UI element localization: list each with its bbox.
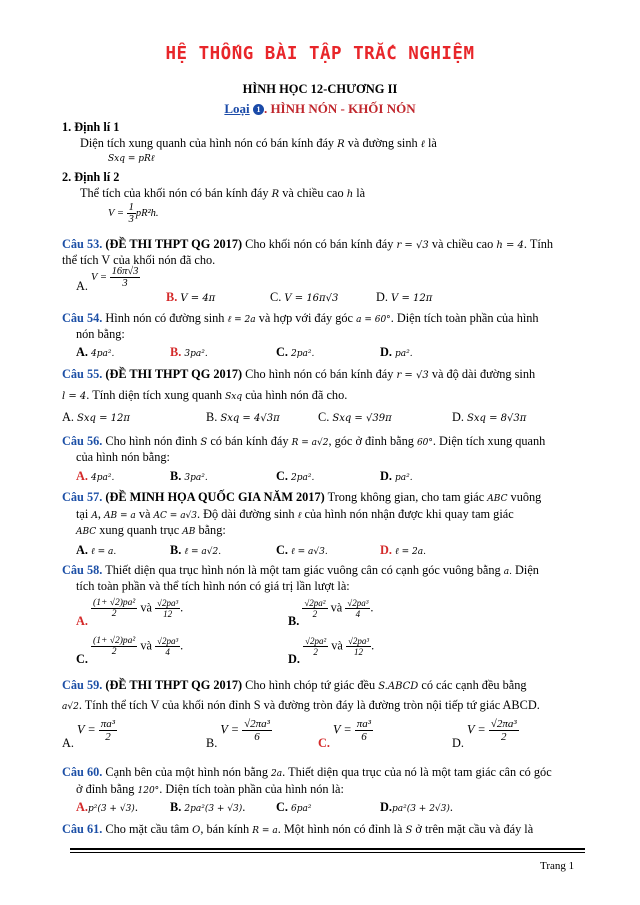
numerator: √2πa³ xyxy=(244,718,270,730)
text: . Tính thể tích V của khối nón đỉnh S và đường tròn đáy là đường tròn nội tiếp tứ giác ABCD. xyxy=(78,698,540,712)
q55-option-d xyxy=(452,410,526,425)
question-number: Câu 53. xyxy=(62,237,103,251)
question-number: Câu 60. xyxy=(62,765,103,779)
fraction xyxy=(355,718,373,743)
fraction xyxy=(242,718,272,743)
math: 2a xyxy=(271,769,283,779)
math: O xyxy=(192,825,201,836)
question-58-line2: tích toàn phần và thể tích hình nón có giá trị lần lượt là: xyxy=(76,579,350,593)
option-letter: B. xyxy=(170,543,182,557)
denominator: 6 xyxy=(254,731,260,743)
option-letter: D. xyxy=(380,543,392,557)
option-letter: A. xyxy=(76,278,88,293)
numerator: √2pa² xyxy=(305,636,327,646)
text: . Thiết diện qua trục của nó là một tam giác cân có góc xyxy=(282,765,552,779)
question-56 xyxy=(62,434,545,449)
denominator: 3 xyxy=(128,214,134,225)
fraction xyxy=(91,598,137,619)
q53-option-d xyxy=(376,290,432,305)
text: Thiết diện qua trục hình nón là một tam giác vuông cân có cạnh góc vuông bằng xyxy=(105,563,501,577)
q59-option-b xyxy=(206,718,272,751)
text: . Tính diện tích xung quanh xyxy=(86,388,223,402)
text: có bán kính đáy xyxy=(210,434,289,448)
text: Cho hình chóp tứ giác đều xyxy=(245,678,376,692)
option-letter: B. xyxy=(206,736,218,751)
fraction xyxy=(91,636,137,657)
fraction xyxy=(155,636,180,657)
question-source: (ĐỀ THI THPT QG 2017) xyxy=(105,237,243,251)
question-number: Câu 58. xyxy=(62,563,103,577)
numerator: (1+ √2)pa² xyxy=(93,636,136,646)
question-number: Câu 57. xyxy=(62,490,103,504)
option-letter: C. xyxy=(76,652,88,667)
math: ABC xyxy=(76,527,97,537)
option-value: 3pa². xyxy=(184,473,208,483)
q58-option-a: A. $\frac{\text{(1+ √2)pa²}}{2}$ và $\frac{\text{√2pa³}}{12}$ . xyxy=(76,598,184,629)
q53-option-b xyxy=(166,290,215,305)
option-value: 2pa²(3 + √3) xyxy=(184,804,243,814)
text: . Diện tích xung quanh xyxy=(432,434,546,448)
option-letter: A. xyxy=(76,543,88,557)
fraction xyxy=(303,636,328,657)
question-59-line2 xyxy=(62,698,540,713)
math: S.ABCD xyxy=(378,681,419,692)
math: r = √3 xyxy=(396,370,429,381)
numerator: πa³ xyxy=(356,718,372,730)
question-number: Câu 56. xyxy=(62,434,103,448)
option-letter: A. xyxy=(62,410,74,424)
math: Sxq xyxy=(225,392,243,402)
q60-option-b: B. 2pa²(3 + √3). xyxy=(170,800,246,814)
option-letter: B. xyxy=(170,345,182,359)
option-letter: D. xyxy=(376,290,388,304)
math: AC = a√3 xyxy=(153,511,198,521)
option-letter: B. xyxy=(170,800,182,814)
question-55 xyxy=(62,367,535,382)
math: S xyxy=(200,437,208,448)
question-57-line2: tại A, AB = a và AC = a√3. Độ dài đường sinh ℓ của hình nón nhận được khi quay tam giác xyxy=(76,507,514,521)
text: của hình nón nhận được khi quay tam giác xyxy=(304,507,514,521)
numerator: √2πa³ xyxy=(490,718,517,730)
option-value: p²(3 + √3) xyxy=(87,804,135,814)
math: l = 4 xyxy=(62,391,87,402)
option-letter: D. xyxy=(452,736,464,751)
option-value: Sxq = 8√3π xyxy=(467,413,527,424)
option-value: pa². xyxy=(395,349,413,359)
q54-option-d xyxy=(380,345,413,360)
numerator: √2pa³ xyxy=(347,598,369,608)
option-letter: C. xyxy=(318,736,330,751)
math: h = 4 xyxy=(496,240,524,251)
section-label: Loại xyxy=(224,101,250,116)
math: V = xyxy=(108,207,124,219)
q55-option-b xyxy=(206,410,280,425)
option-letter: C. xyxy=(276,469,288,483)
page-number: Trang 1 xyxy=(540,860,575,872)
option-letter: B. xyxy=(288,614,300,629)
math: S xyxy=(405,825,413,836)
text: và xyxy=(140,600,152,615)
option-value: pa²(3 + 2√3) xyxy=(391,804,450,814)
q54-option-c xyxy=(276,345,314,360)
question-number: Câu 54. xyxy=(62,311,103,325)
fraction xyxy=(127,202,136,225)
q56-option-c xyxy=(276,469,314,484)
option-value: pa². xyxy=(395,473,413,483)
denominator: 4 xyxy=(355,609,361,619)
math: a. xyxy=(503,567,512,577)
q58-option-b: B. $\frac{\text{√2pa²}}{2}$ và $\frac{\text{√2pa³}}{4}$ . xyxy=(288,598,374,629)
math: ABC xyxy=(487,494,508,504)
option-letter: C. xyxy=(276,543,288,557)
section-number-icon: 1 xyxy=(253,104,264,115)
text: Cho hình nón đỉnh xyxy=(105,434,198,448)
denominator: 3 xyxy=(122,278,128,289)
text: Thể tích của khối nón có bán kính đáy xyxy=(80,186,269,200)
numerator: (1+ √2)pa² xyxy=(93,598,136,608)
text: Trong không gian, cho tam giác xyxy=(327,490,485,504)
question-54 xyxy=(62,311,539,326)
denominator: 2 xyxy=(313,647,318,657)
math: pR²h. xyxy=(135,207,159,219)
q59-option-d xyxy=(452,718,519,751)
option-letter: B. xyxy=(206,410,218,424)
question-number: Câu 61. xyxy=(62,822,103,836)
option-letter: C. xyxy=(276,800,288,814)
question-source: (ĐỀ THI THPT QG 2017) xyxy=(105,367,243,381)
option-value: V = 4π xyxy=(180,293,216,304)
math: h xyxy=(346,189,354,200)
text: của hình nón đã cho. xyxy=(245,388,348,402)
page-title: HỆ THỐNG BÀI TẬP TRẮC NGHIỆM xyxy=(165,44,475,64)
option-value: 2pa². xyxy=(291,473,315,483)
theorem-2-formula xyxy=(108,202,159,225)
question-58 xyxy=(62,563,539,578)
text: là xyxy=(356,186,366,200)
math: V = xyxy=(91,271,107,283)
math: R xyxy=(271,189,280,200)
option-letter: A. xyxy=(76,345,88,359)
denominator: 2 xyxy=(105,731,111,743)
numerator: πa³ xyxy=(100,718,116,730)
fraction xyxy=(110,266,141,289)
q53-option-c xyxy=(270,290,338,305)
option-letter: A. xyxy=(76,614,88,629)
text: và đường sinh xyxy=(347,136,418,150)
option-value: ℓ = a. xyxy=(91,547,117,557)
denominator: 2 xyxy=(111,609,117,619)
text: Cho khối nón có bán kính đáy xyxy=(245,237,394,251)
math: ℓ xyxy=(420,139,425,150)
math: V = xyxy=(77,722,96,737)
text: và xyxy=(140,638,152,653)
numerator: 16π√3 xyxy=(111,266,139,277)
question-57-line3 xyxy=(76,523,226,538)
text: và chiều cao xyxy=(282,186,344,200)
q60-option-a: A.p²(3 + √3). xyxy=(76,800,138,814)
text: . Diện tích toàn phần của hình xyxy=(390,311,539,325)
option-letter: D. xyxy=(380,800,392,814)
text: là xyxy=(427,136,437,150)
text: Cạnh bên của một hình nón bằng xyxy=(105,765,268,779)
option-value: Sxq = 4√3π xyxy=(220,413,280,424)
numerator: √2pa³ xyxy=(347,636,370,646)
q56-option-b xyxy=(170,469,208,484)
option-value: 4pa². xyxy=(91,473,115,483)
text: và hợp với đáy góc xyxy=(258,311,354,325)
q54-option-a xyxy=(76,345,114,360)
fraction xyxy=(489,718,519,743)
numerator: √2pa³ xyxy=(157,598,179,608)
math: R xyxy=(337,139,345,150)
math: 120° xyxy=(137,786,160,796)
fraction xyxy=(346,636,371,657)
text: . Tính xyxy=(523,237,554,251)
question-59 xyxy=(62,678,527,693)
denominator: 12 xyxy=(163,609,173,619)
option-value: ℓ = a√2. xyxy=(184,547,222,557)
q60-option-c xyxy=(276,800,312,815)
option-letter: D. xyxy=(288,652,300,667)
question-60-line2 xyxy=(76,782,344,797)
text: và độ dài đường sinh xyxy=(431,367,536,381)
question-number: Câu 55. xyxy=(62,367,103,381)
math: ℓ = 2a xyxy=(227,315,256,325)
text: tại xyxy=(76,507,89,521)
text: và xyxy=(138,507,151,521)
text: . Diện tích toàn phần của hình nón là: xyxy=(159,782,344,796)
text: , bán kính xyxy=(200,822,250,836)
q54-option-b xyxy=(170,345,208,360)
q58-option-d: D. $\frac{\text{√2pa²}}{2}$ và $\frac{\text{√2pa³}}{12}$ . xyxy=(288,636,375,667)
numerator: √2pa² xyxy=(304,598,326,608)
text: Hình nón có đường sinh xyxy=(105,311,225,325)
question-60 xyxy=(62,765,552,780)
option-value: Sxq = 12π xyxy=(77,413,130,424)
question-53-line2: thể tích V của khối nón đã cho. xyxy=(62,253,216,267)
q57-option-a xyxy=(76,543,116,558)
denominator: 6 xyxy=(361,731,367,743)
question-source: (ĐỀ MINH HỌA QUỐC GIA NĂM 2017) xyxy=(105,490,325,504)
math: r = √3 xyxy=(396,240,429,251)
math: V = xyxy=(220,722,240,737)
option-letter: A. xyxy=(62,736,74,751)
q60-option-d: D.pa²(3 + 2√3). xyxy=(380,800,453,814)
fraction xyxy=(99,718,117,743)
q57-option-d xyxy=(380,543,426,558)
numerator: 1 xyxy=(128,202,134,213)
option-letter: D. xyxy=(452,410,464,424)
q56-option-d xyxy=(380,469,413,484)
math: ℓ xyxy=(297,511,302,521)
denominator: 2 xyxy=(312,609,318,619)
footer-divider-thin xyxy=(70,852,585,853)
option-letter: D. xyxy=(380,345,392,359)
option-letter: B. xyxy=(166,290,178,304)
option-letter: C. xyxy=(318,410,330,424)
text: ở trên mặt cầu và đáy là xyxy=(415,822,534,836)
text: Diện tích xung quanh của hình nón có bán kính đáy xyxy=(80,136,335,150)
option-value: 2pa². xyxy=(291,349,315,359)
text: và xyxy=(330,600,343,615)
numerator: √2pa³ xyxy=(157,636,179,646)
math: V = xyxy=(467,722,486,737)
text: Cho mặt cầu tâm xyxy=(105,822,190,836)
option-letter: C. xyxy=(276,345,288,359)
option-letter: D. xyxy=(380,469,392,483)
q55-option-c xyxy=(318,410,392,425)
question-53 xyxy=(62,237,553,252)
theorem-2-title: 2. Định lí 2 xyxy=(62,170,120,184)
option-letter: A. xyxy=(76,469,88,483)
math: 60° xyxy=(416,438,433,448)
text: có các cạnh đều bằng xyxy=(421,678,527,692)
fraction xyxy=(155,598,180,619)
question-61 xyxy=(62,822,533,837)
text: và xyxy=(331,638,343,653)
text: vuông xyxy=(510,490,542,504)
q59-option-a xyxy=(62,718,117,751)
math: AB = a xyxy=(104,511,136,521)
option-letter: B. xyxy=(170,469,182,483)
option-value: ℓ = 2a. xyxy=(395,547,427,557)
theorem-1-text xyxy=(80,136,437,151)
option-letter: A. xyxy=(76,800,88,814)
text: . Độ dài đường sinh xyxy=(197,507,295,521)
fraction xyxy=(345,598,370,619)
section-heading xyxy=(0,101,640,117)
denominator: 2 xyxy=(111,647,117,657)
option-value: V = 12π xyxy=(391,293,433,304)
theorem-2-text xyxy=(80,186,365,201)
math: A xyxy=(91,511,98,521)
question-source: (ĐỀ THI THPT QG 2017) xyxy=(105,678,243,692)
denominator: 2 xyxy=(500,731,507,743)
chapter-subtitle: HÌNH HỌC 12-CHƯƠNG II xyxy=(242,82,398,96)
option-value: 4pa². xyxy=(91,349,115,359)
text: , góc ở đỉnh bằng xyxy=(328,434,414,448)
text: bằng: xyxy=(198,523,226,537)
question-54-line2: nón bằng: xyxy=(76,327,125,341)
option-value: ℓ = a√3. xyxy=(291,547,328,557)
text: . Một hình nón có đỉnh là xyxy=(277,822,403,836)
q58-option-c: C. $\frac{\text{(1+ √2)pa²}}{2}$ và $\frac{\text{√2pa³}}{4}$ . xyxy=(76,636,184,667)
option-value: 6pa² xyxy=(291,804,312,814)
question-55-line2 xyxy=(62,388,347,403)
math: V = xyxy=(333,722,352,737)
footer-divider xyxy=(70,848,585,850)
section-title: . HÌNH NÓN - KHỐI NÓN xyxy=(263,101,416,116)
text: và chiều cao xyxy=(431,237,494,251)
q59-option-c xyxy=(318,718,373,751)
text: xung quanh trục xyxy=(99,523,180,537)
denominator: 12 xyxy=(354,647,364,657)
math: R = a xyxy=(252,826,278,836)
theorem-1-formula: Sxq = pRℓ xyxy=(108,154,155,164)
question-number: Câu 59. xyxy=(62,678,103,692)
option-letter: C. xyxy=(270,290,282,304)
option-value: Sxq = √39π xyxy=(332,413,392,424)
q57-option-b xyxy=(170,543,221,558)
text: Cho hình nón có bán kính đáy xyxy=(245,367,394,381)
denominator: 4 xyxy=(165,647,170,657)
text: ở đỉnh bằng xyxy=(76,782,135,796)
math: R = a√2 xyxy=(291,438,329,448)
math: a = 60° xyxy=(356,315,391,325)
q55-option-a xyxy=(62,410,130,425)
math: a√2 xyxy=(62,702,79,712)
option-value: 3pa². xyxy=(184,349,208,359)
theorem-1-title: 1. Định lí 1 xyxy=(62,120,120,134)
question-57 xyxy=(62,490,541,505)
text: Diện xyxy=(515,563,539,577)
q57-option-c xyxy=(276,543,328,558)
q56-option-a xyxy=(76,469,114,484)
fraction xyxy=(302,598,327,619)
question-56-line2: của hình nón bằng: xyxy=(76,450,170,464)
option-value: V = 16π√3 xyxy=(284,293,339,304)
math: AB xyxy=(182,527,196,537)
